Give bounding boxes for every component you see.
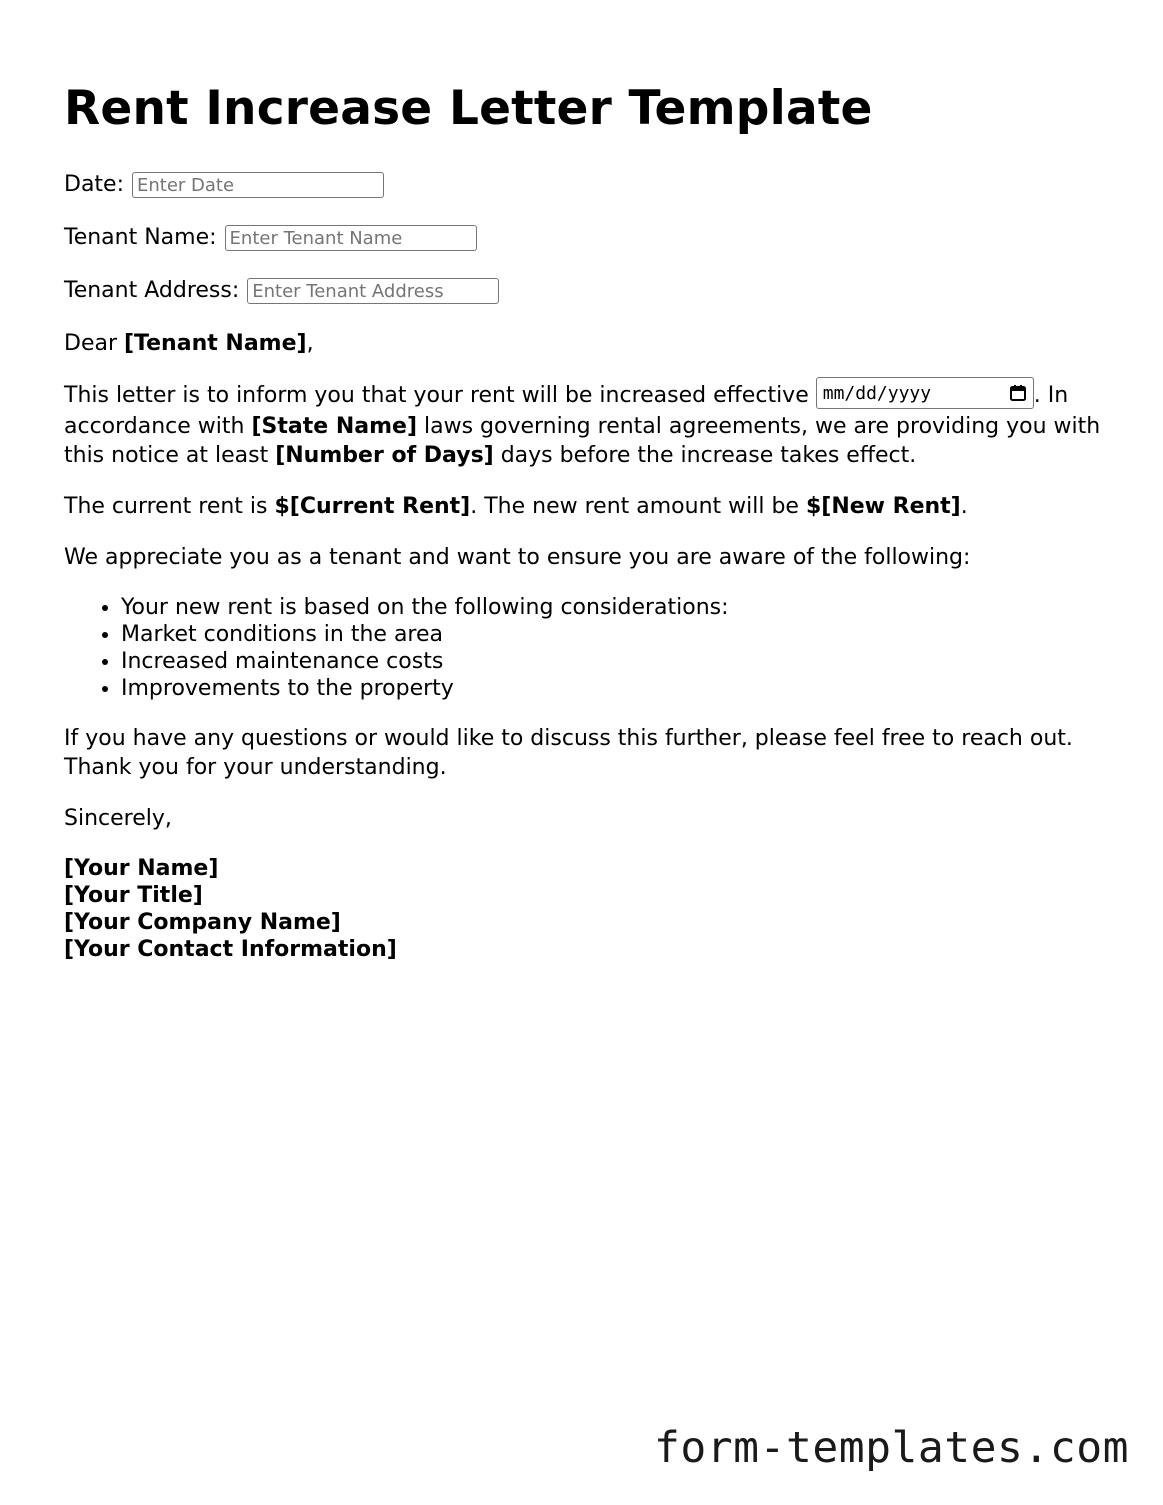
paragraph2-text-2: . The new rent amount will be [470,494,806,519]
page-title: Rent Increase Letter Template [64,81,873,136]
list-item: • Market conditions in the area [121,621,1104,648]
signature-contact: [Your Contact Information] [64,937,397,962]
signature-name: [Your Name] [64,856,219,881]
letter-page [64,78,1104,963]
state-name-placeholder: [State Name] [251,414,417,439]
effective-date-text: mm/dd/yyyy [822,382,932,404]
greeting-tenant-name: [Tenant Name] [124,331,307,356]
tenant-address-input[interactable] [247,278,499,304]
date-label: Date: [64,172,124,197]
calendar-icon[interactable] [1009,384,1027,402]
tenant-address-label: Tenant Address: [64,278,240,303]
greeting-prefix: Dear [64,331,124,356]
date-field-row [64,170,1104,200]
paragraph1-text-2: . In accordance with [64,383,1069,439]
list-item: • Increased maintenance costs [121,648,1104,675]
paragraph1-text-3: laws governing rental agreements, we are providing you with this notice at least [64,414,1101,468]
considerations-list [64,594,1104,702]
paragraph1-text-4: days before the increase takes effect. [493,443,917,468]
signature-company: [Your Company Name] [64,910,341,935]
paragraph2-text-3: . [960,494,968,519]
greeting [64,329,1104,358]
list-item: • Improvements to the property [121,675,1104,702]
new-rent-placeholder: $[New Rent] [805,494,961,519]
effective-date-input[interactable] [816,377,1034,409]
rent-amount-paragraph [64,492,1104,521]
tenant-name-label: Tenant Name: [64,225,217,250]
current-rent-placeholder: $[Current Rent] [274,494,471,519]
watermark: form-templates.com [654,1423,1129,1473]
effective-date-paragraph [64,380,1104,470]
signature-title: [Your Title] [64,883,203,908]
tenant-name-input[interactable] [225,225,477,251]
tenant-address-field-row [64,276,1104,306]
tenant-name-field-row [64,223,1104,253]
paragraph1-text-1: This letter is to inform you that your rent will be increased effective [64,383,816,408]
appreciation-paragraph: We appreciate you as a tenant and want to ensure you are aware of the following: [64,545,971,570]
closing: Sincerely, [64,806,172,831]
questions-paragraph: If you have any questions or would like to discuss this further, please feel free to reach out. Thank you for your understanding. [64,726,1073,780]
greeting-suffix: , [306,331,314,356]
list-item: • Your new rent is based on the following considerations: [121,594,1104,621]
signature-block [64,855,1104,963]
date-input[interactable] [132,172,384,198]
number-of-days-placeholder: [Number of Days] [275,443,494,468]
paragraph2-text-1: The current rent is [64,494,275,519]
